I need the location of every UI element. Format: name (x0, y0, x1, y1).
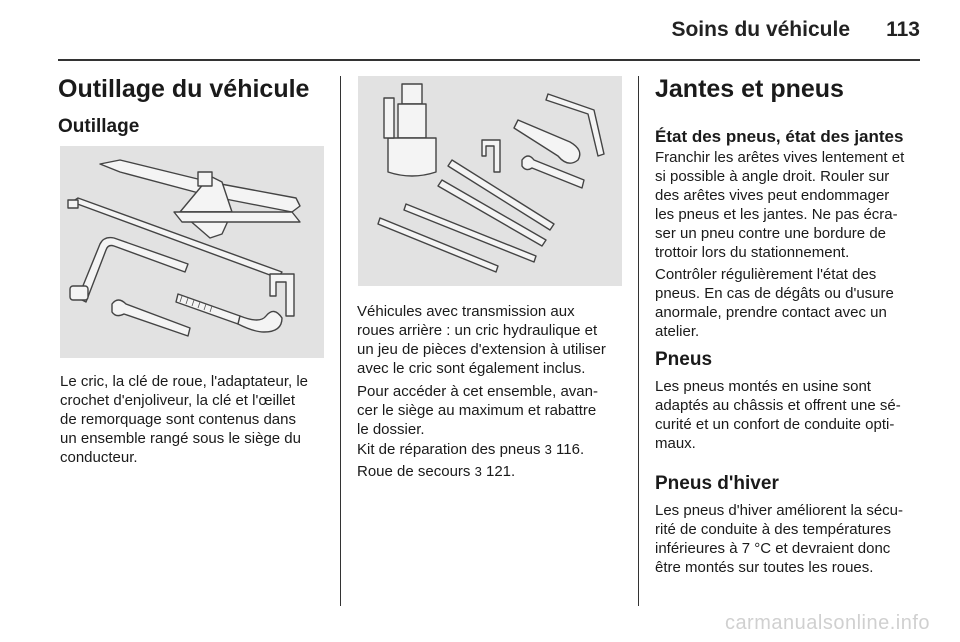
cross-reference-tyre-repair[interactable]: Kit de réparation des pneus 3 116. (357, 441, 585, 458)
header-divider (58, 59, 920, 61)
section-heading-outillage-vehicule: Outillage du véhicule (58, 75, 310, 103)
column-divider-right (638, 76, 639, 606)
hydraulic-jack-tools-icon (358, 76, 622, 286)
tyre-condition-paragraph-2: Contrôler régulièrement l'état des pneus. En cas de dégâts ou d'usure anormale, prendre contact avec un atelier. (655, 266, 894, 340)
seat-access-note: Pour accéder à cet ensemble, avan- cer le siège au maximum et rabattre le dossier. (357, 383, 598, 438)
subheading-pneus-hiver: Pneus d'hiver (655, 473, 779, 494)
subheading-pneus: Pneus (655, 349, 713, 370)
arrow-reference-icon: 3 (474, 464, 482, 479)
page-number: 113 (886, 18, 920, 41)
subheading-outillage: Outillage (58, 116, 140, 137)
subheading-etat-pneus: État des pneus, état des jantes (655, 127, 904, 146)
illustration-hydraulic-jack (358, 76, 622, 286)
watermark: carmanualsonline.info (724, 612, 930, 634)
factory-tyres-paragraph: Les pneus montés en usine sont adaptés au châssis et offrent une sé- curité et un confort de conduite opti- maux. (655, 378, 901, 452)
winter-tyres-paragraph: Les pneus d'hiver améliorent la sécu- rité de conduite à des températures inférieures à 7 °C et devraient donc être montés sur toutes les roues. (655, 502, 903, 576)
car-tools-jack-wrench-icon (60, 146, 324, 358)
tyre-condition-paragraph-1: Franchir les arêtes vives lentement et si possible à angle droit. Rouler sur des arêtes vives peut endommager les pneus et les jantes. Ne pas écra- ser un pneu contre une bordure de trottoir lors du stationnement. (655, 149, 905, 261)
tools-description: Le cric, la clé de roue, l'adaptateur, le crochet d'enjoliveur, la clé et l'œillet de remorquage sont contenus dans un ensemble rangé sous le siège du conducteur. (60, 373, 309, 466)
arrow-reference-icon: 3 (544, 442, 552, 457)
cross-reference-spare-wheel[interactable]: Roue de secours 3 121. (357, 463, 516, 480)
section-heading-jantes-pneus: Jantes et pneus (655, 75, 844, 103)
illustration-car-tools (60, 146, 324, 358)
rear-wheel-drive-note: Véhicules avec transmission aux roues arrière : un cric hydraulique et un jeu de pièces d'extension à utiliser avec le cric sont également inclus. (357, 303, 606, 377)
running-header-title: Soins du véhicule (671, 18, 850, 41)
column-divider-left (340, 76, 341, 606)
